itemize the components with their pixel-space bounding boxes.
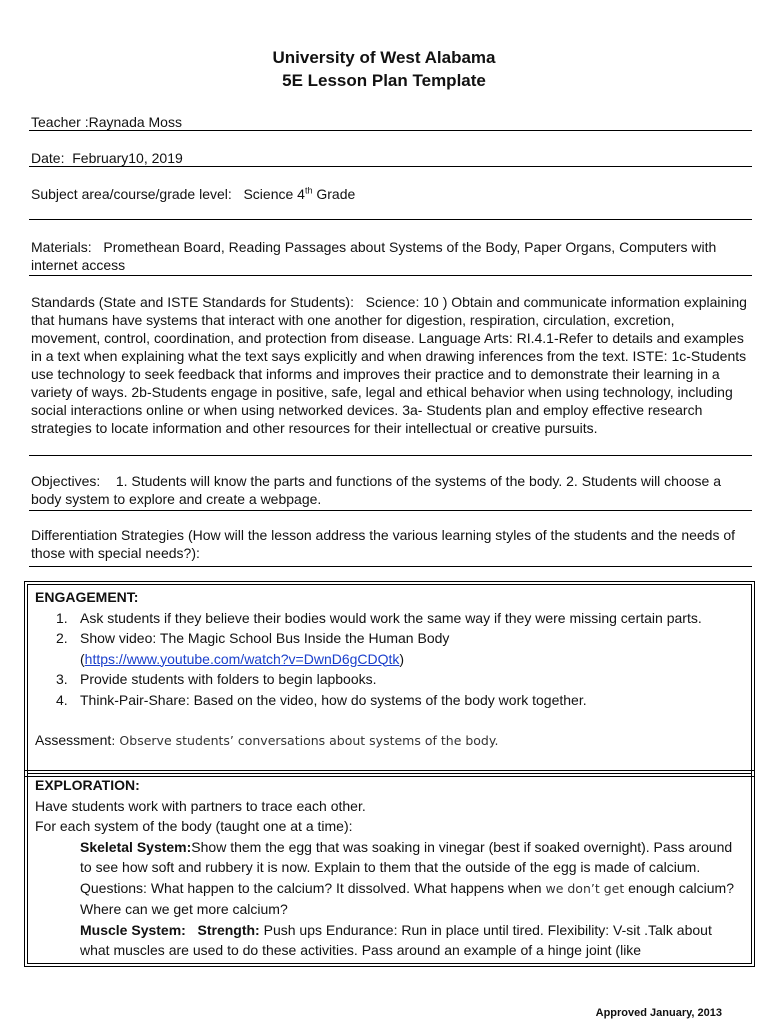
muscle-system-paragraph: Muscle System: Strength: Push ups Endurance: Run in place until tired. Flexibility: V-sit .Talk about what muscles are used to do these activities. Pass around an example of a hinge joint (like [80,921,712,958]
engagement-list [35,608,745,711]
assessment-label: Assessment [35,732,112,748]
divider [29,566,752,567]
subject-label: Subject area/course/grade level: [31,186,232,202]
divider [29,219,752,220]
subject-field [31,185,751,203]
materials-field [31,238,747,274]
skeletal-system-paragraph: Skeletal System:Show them the egg that was soaking in vinegar (best if soaked overnight). Pass around to see how soft and rubbery it is now. Explain to them that the outside of the egg is made of calcium. Questions: What happen to the calcium? It dissolved. What happens when we don’t get enough calcium? Where can we get more calcium? [80,838,734,917]
exploration-line: For each system of the body (taught one at a time): [35,818,353,834]
teacher-field [31,113,751,131]
exploration-section [27,773,752,964]
date-field [31,149,751,167]
exploration-line: Have students work with partners to trace each other. [35,797,366,814]
date-label: Date: [31,150,65,166]
institution-title: University of West Alabama [272,48,496,67]
divider [29,455,752,456]
engagement-assessment [35,730,745,752]
materials-label: Materials: [31,239,92,255]
list-item: 3. Provide students with folders to begin lapbooks. [56,671,377,687]
list-item: 4. Think-Pair-Share: Based on the video, how do systems of the body work together. [56,691,587,708]
teacher-value: Raynada Moss [88,114,182,130]
differentiation-label: Differentiation Strategies (How will the lesson address the various learning styles of the students and the needs of those with special needs?): [31,527,736,561]
approved-footer: Approved January, 2013 [595,1007,722,1019]
divider [29,510,752,511]
engagement-title: ENGAGEMENT: [35,589,139,605]
date-value: February10, 2019 [72,150,183,166]
divider [29,166,752,167]
list-item: 1. Ask students if they believe their bodies would work the same way if they were missing certain parts. [56,609,702,626]
differentiation-field [31,526,747,562]
divider [29,275,752,276]
strength-label: Strength: [197,921,260,938]
assessment-text: : Observe students’ conversations about systems of the body. [111,733,499,748]
exploration-title: EXPLORATION: [35,777,140,793]
video-link[interactable]: https://www.youtube.com/watch?v=DwnD6gCDQtk [84,650,400,667]
standards-label: Standards (State and ISTE Standards for Students): [31,294,354,310]
standards-value: Science: 10 ) Obtain and communicate information explaining that humans have systems that interact with one another for digestion, respiration, circulation, excretion, movement, control, coordination, and protection from disease. Language Arts: RI.4.1-Refer to details and examples in a text when explaining what the text says explicitly and when drawing inferences from the text. ISTE: 1c-Students use technology to seek feedback that informs and improves their practice and to demonstrate their learning in a variety of ways. 2b-Students engage in positive, safe, legal and ethical behavior when using technology, including social interactions online or when using networked devices. 3a- Students plan and employ effective research strategies to locate information and other resources for their intellectual or creative pursuits. [31,294,747,436]
materials-value: Promethean Board, Reading Passages about Systems of the Body, Paper Organs, Computers with internet access [31,239,717,273]
engagement-section [27,584,752,774]
subject-value: Science 4th Grade [243,185,356,202]
standards-field [31,293,747,437]
template-title: 5E Lesson Plan Template [282,71,486,90]
list-item: 2. Show video: The Magic School Bus Inside the Human Body (https://www.youtube.com/watch?v=DwnD6gCDQtk) [56,630,450,667]
teacher-label: Teacher : [31,114,89,130]
muscle-label: Muscle System: [80,921,186,938]
objectives-value: 1. Students will know the parts and functions of the systems of the body. 2. Students will choose a body system to explore and create a webpage. [31,473,721,507]
skeletal-label: Skeletal System: [80,838,192,855]
objectives-field [31,472,747,508]
divider [29,130,752,131]
objectives-label: Objectives: [31,473,101,489]
